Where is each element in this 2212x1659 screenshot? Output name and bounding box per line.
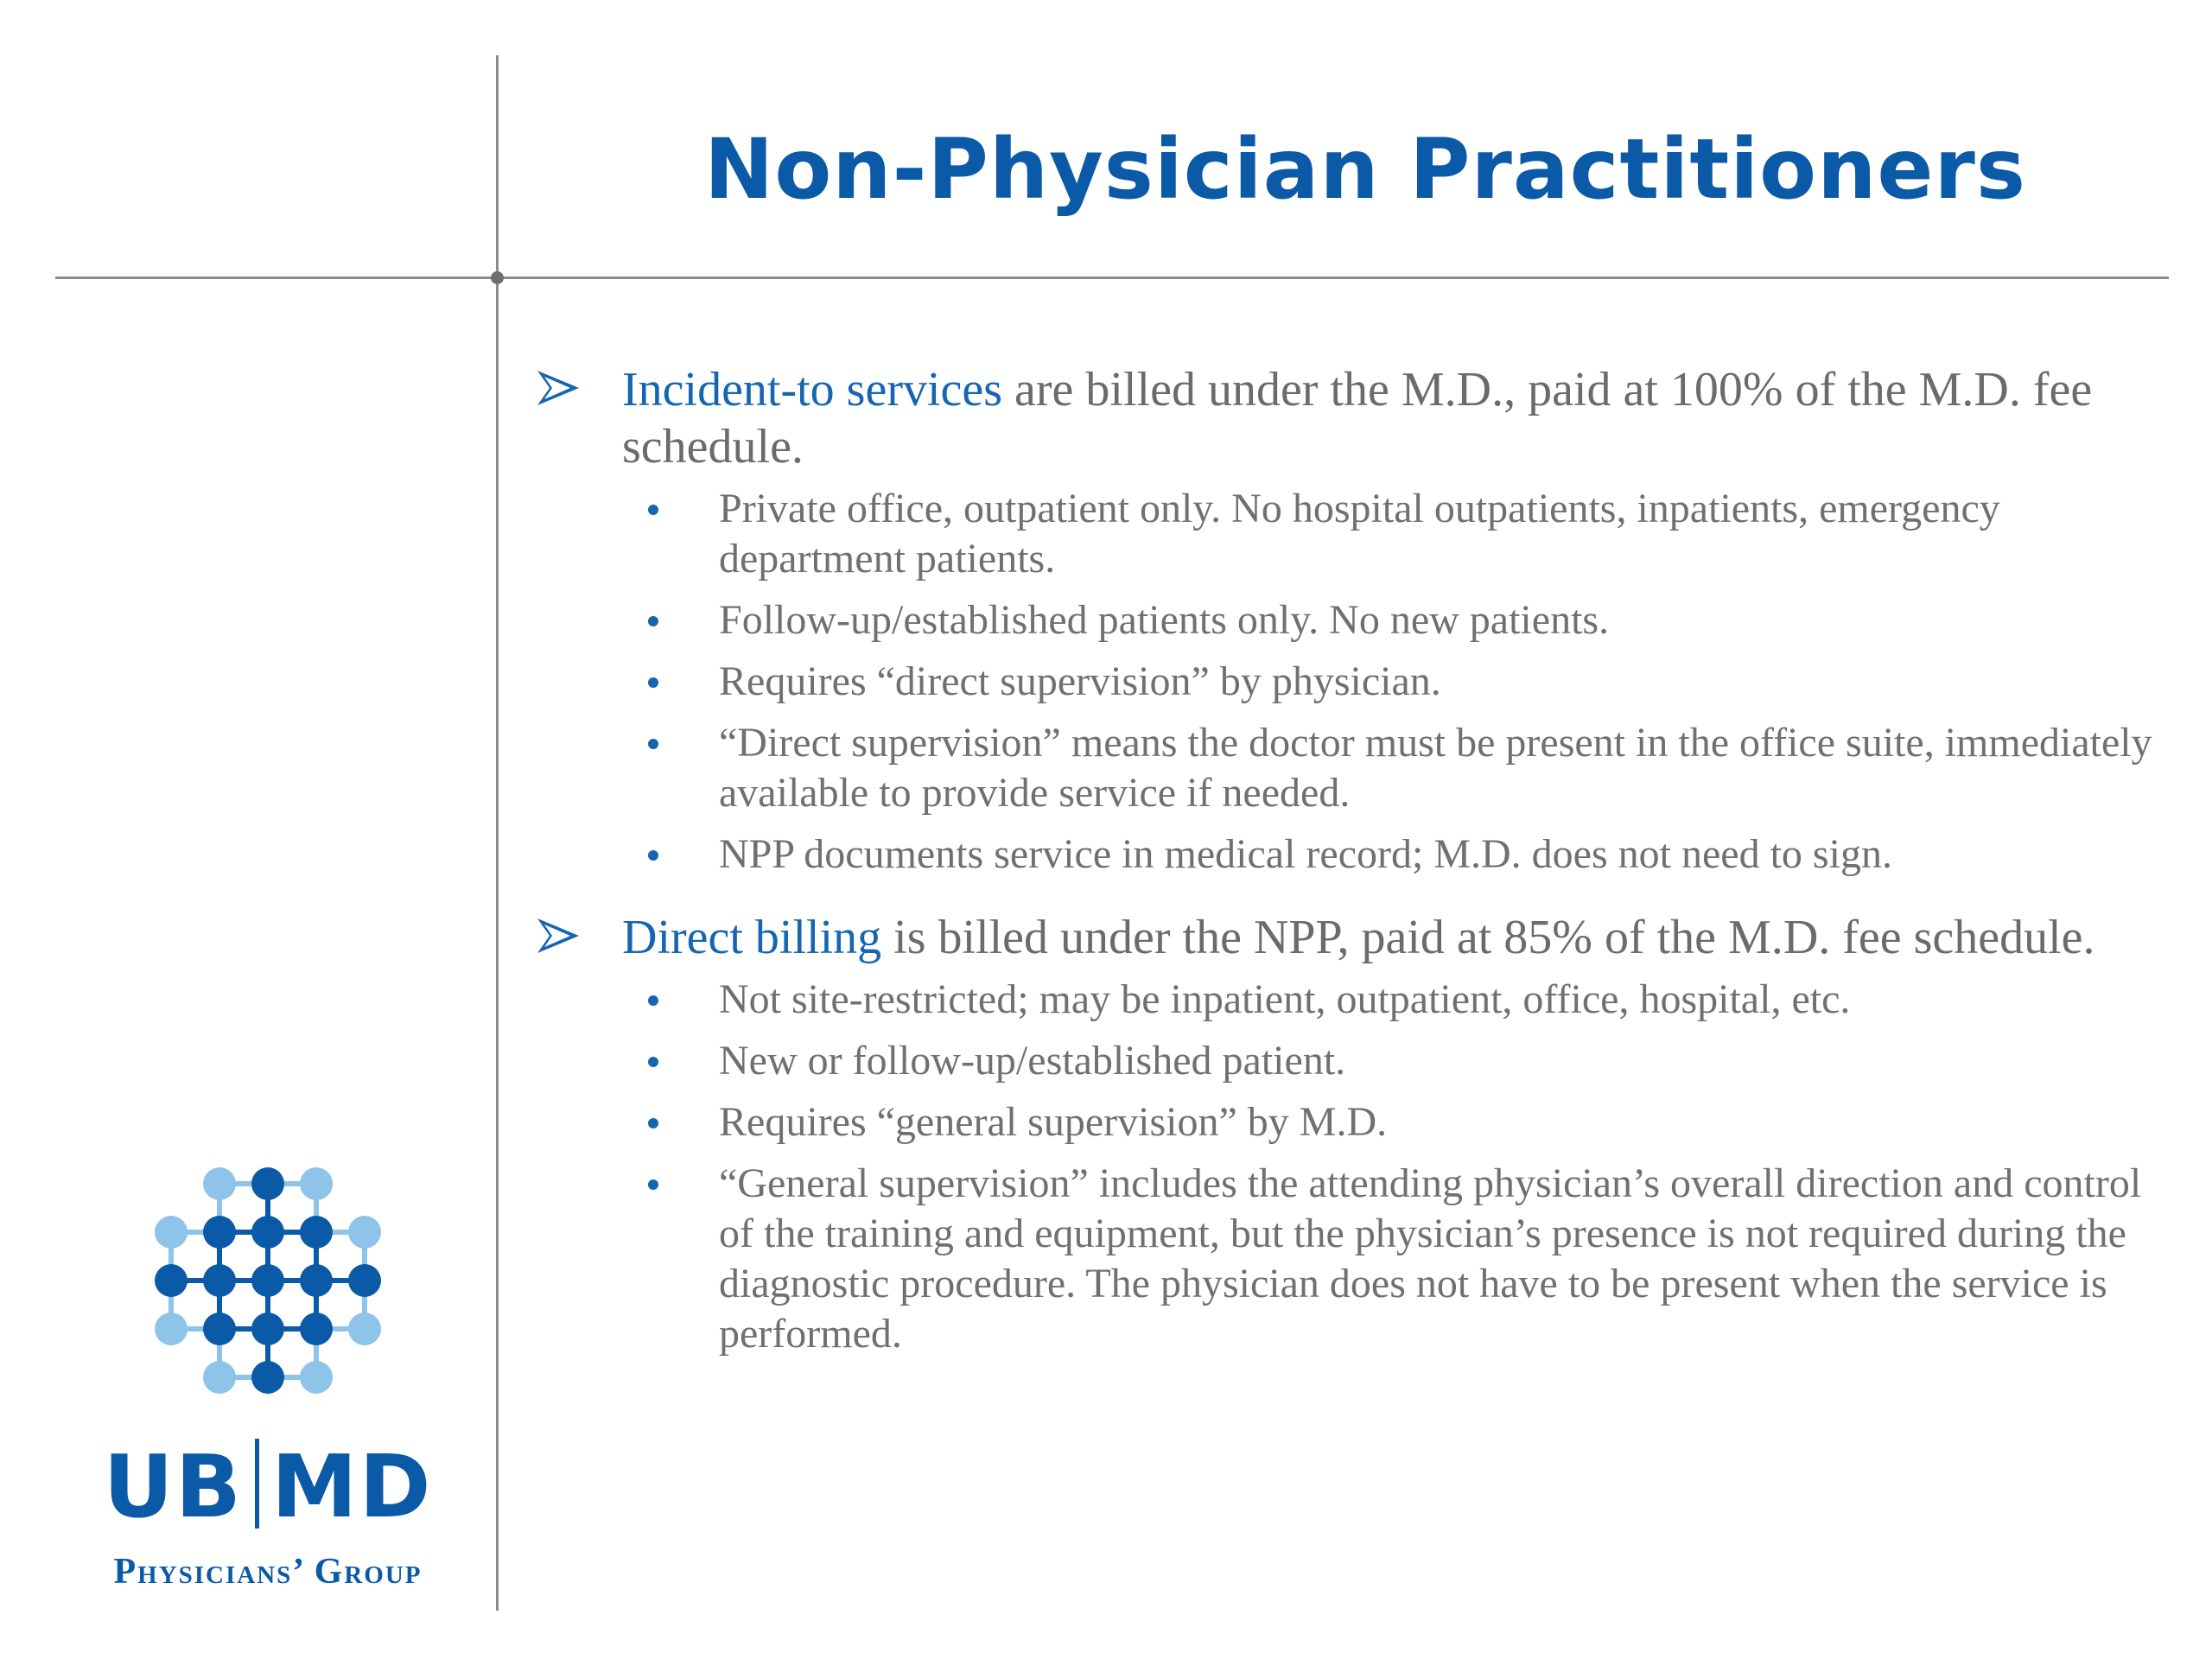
logo-grid-node [251, 1216, 284, 1249]
logo-grid-node [300, 1264, 333, 1297]
horizontal-divider [55, 276, 2169, 279]
sub-bullet-text: “Direct supervision” means the doctor must be present in the office suite, immediately available to provide service if needed. [719, 720, 2152, 816]
logo-wordmark [86, 1436, 449, 1537]
main-bullet-text: is billed under the NPP, paid at 85% of the M.D. fee schedule. [881, 911, 2095, 964]
sub-bullet-text: Not site-restricted; may be inpatient, outpatient, office, hospital, etc. [719, 976, 1851, 1022]
logo-grid-node [155, 1216, 188, 1249]
logo-grid-node [251, 1264, 284, 1297]
sub-bullet [536, 657, 2160, 707]
round-bullet-icon [648, 850, 658, 861]
logo-grid-node [300, 1313, 333, 1345]
logo-grid-node [203, 1361, 236, 1394]
sub-bullet [536, 1159, 2160, 1359]
round-bullet-icon [648, 616, 658, 626]
logo-grid-mark [138, 1158, 397, 1417]
sub-bullet-text: New or follow-up/established patient. [719, 1038, 1346, 1084]
section-incident-to [536, 361, 2160, 880]
round-bullet-icon [648, 1057, 658, 1067]
logo-grid-node [251, 1167, 284, 1200]
vertical-divider [496, 55, 499, 1611]
sub-bullet-text: NPP documents service in medical record; M.D. does not need to sign. [719, 831, 1892, 877]
sub-bullet [536, 718, 2160, 818]
sub-bullet-list [536, 975, 2160, 1359]
logo-word-left: UB [103, 1436, 243, 1537]
logo-grid-node [203, 1167, 236, 1200]
logo-grid-node [300, 1216, 333, 1249]
section-direct-billing [536, 909, 2160, 1359]
arrowhead-bullet-icon [536, 916, 581, 956]
arrowhead-bullet-icon [536, 368, 581, 408]
sub-bullet-list [536, 484, 2160, 880]
highlight-term: Incident-to services [622, 363, 1003, 416]
main-bullet [536, 361, 2160, 475]
sub-bullet [536, 1097, 2160, 1147]
round-bullet-icon [648, 505, 658, 515]
sub-bullet [536, 830, 2160, 880]
round-bullet-icon [648, 1179, 658, 1190]
ubmd-logo [86, 1158, 449, 1607]
logo-separator-bar [255, 1439, 259, 1529]
sub-bullet-text: Follow-up/established patients only. No new patients. [719, 597, 1610, 643]
sub-bullet [536, 1036, 2160, 1086]
logo-grid-node [203, 1216, 236, 1249]
logo-grid-node [203, 1264, 236, 1297]
logo-grid-node [203, 1313, 236, 1345]
divider-junction-dot [491, 271, 504, 284]
logo-grid-node [300, 1361, 333, 1394]
logo-grid-node [251, 1313, 284, 1345]
sub-bullet-text: Private office, outpatient only. No hospital outpatients, inpatients, emergency department patients. [719, 486, 2000, 582]
round-bullet-icon [648, 995, 658, 1006]
logo-grid-node [155, 1264, 188, 1297]
slide-content [536, 361, 2160, 1389]
sub-bullet-text: Requires “direct supervision” by physician. [719, 658, 1441, 704]
main-bullet-text: are billed under the M.D., paid at 100% of the M.D. fee schedule. [622, 363, 2093, 474]
sub-bullet [536, 484, 2160, 584]
round-bullet-icon [648, 1118, 658, 1128]
sub-bullet-text: Requires “general supervision” by M.D. [719, 1099, 1388, 1145]
logo-word-right: MD [270, 1436, 433, 1537]
slide-title: Non-Physician Practitioners [703, 121, 2027, 218]
logo-grid-node [155, 1313, 188, 1345]
round-bullet-icon [648, 677, 658, 688]
sub-bullet-text: “General supervision” includes the attending physician’s overall direction and control of the training and equipment, but the physician’s presence is not required during the diagnostic procedure. The physician does not have to be present when the service is performed. [719, 1160, 2142, 1357]
highlight-term: Direct billing [622, 911, 882, 964]
logo-grid-node [300, 1167, 333, 1200]
round-bullet-icon [648, 739, 658, 749]
logo-grid-node [348, 1216, 381, 1249]
sub-bullet [536, 595, 2160, 645]
logo-grid-node [251, 1361, 284, 1394]
logo-grid-node [348, 1313, 381, 1345]
main-bullet [536, 909, 2160, 966]
sub-bullet [536, 975, 2160, 1025]
logo-subtitle: Physicians’ Group [113, 1552, 423, 1592]
logo-grid-node [348, 1264, 381, 1297]
